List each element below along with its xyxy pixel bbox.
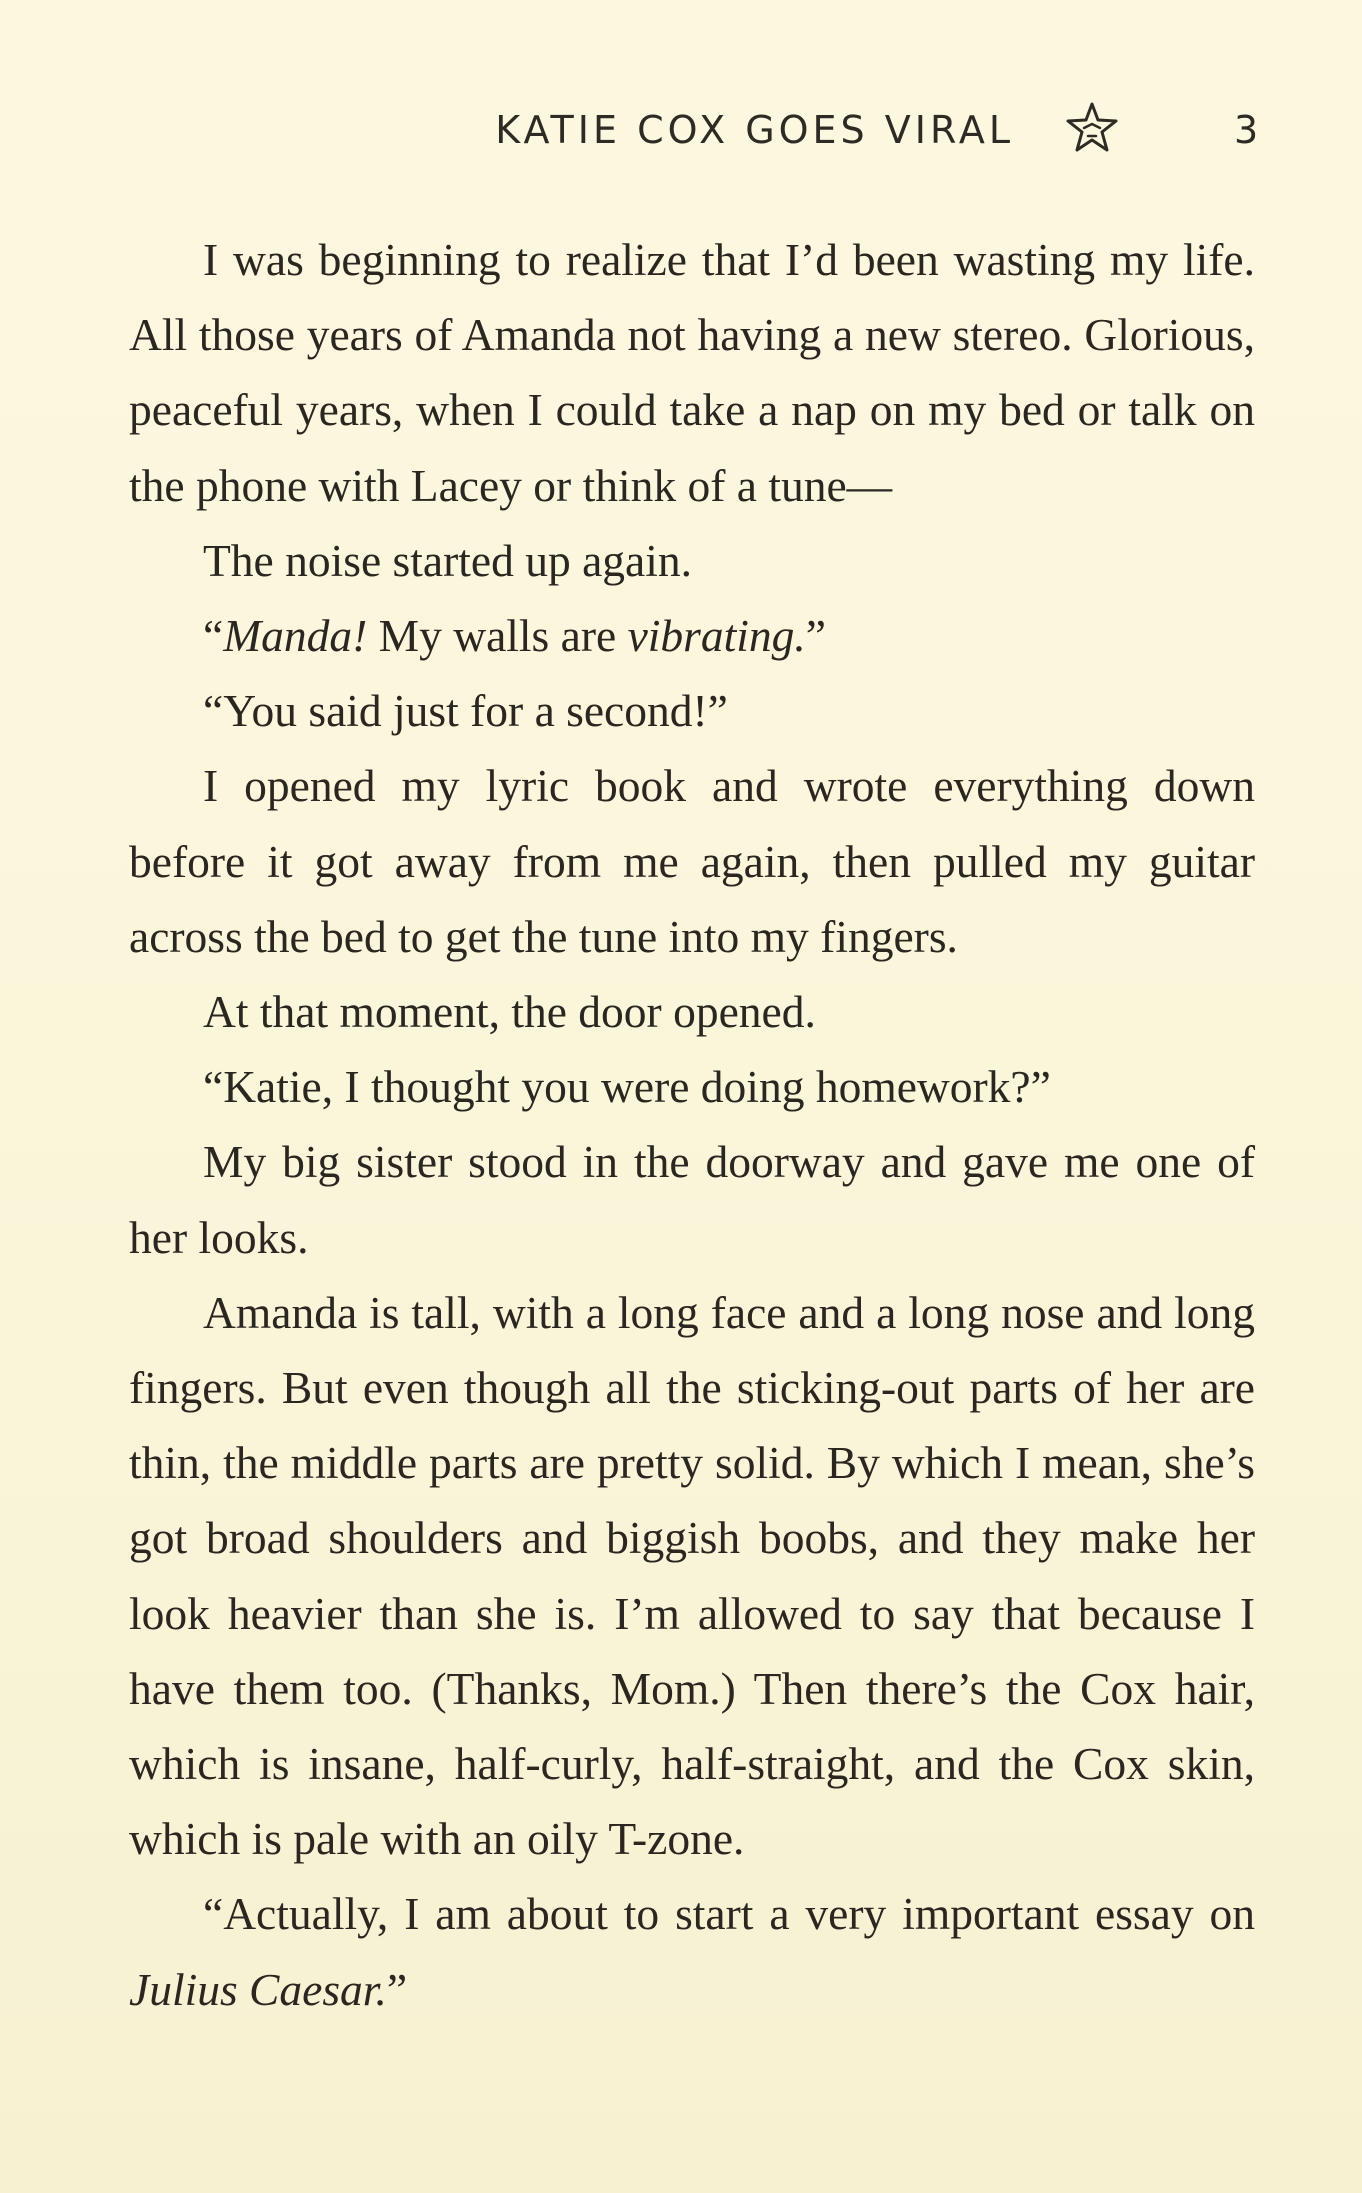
paragraph-text: The noise started up again. bbox=[203, 534, 692, 586]
italic-text: vibrating. bbox=[627, 610, 806, 662]
paragraph-text: ” bbox=[805, 610, 826, 662]
paragraph bbox=[129, 1049, 1255, 1124]
paragraph-text: At that moment, the door opened. bbox=[203, 986, 816, 1038]
paragraph-text: Amanda is tall, with a long face and a long nose and long fingers. But even though all the sticking-out parts of her are thin, the middle parts are pretty solid. By which I mean, she’s got broad shoulders and biggish boobs, and they make her look heavier than she is. I’m allowed to say that because I have them too. (Thanks, Mom.) Then there’s the Cox hair, which is insane, half-curly, half-straight, and the Cox skin, which is pale with an oily T-zone. bbox=[129, 1286, 1255, 1865]
paragraph-text: My big sister stood in the doorway and gave me one of her looks. bbox=[129, 1136, 1255, 1263]
paragraph bbox=[129, 748, 1255, 974]
paragraph bbox=[129, 1124, 1255, 1274]
body-text bbox=[129, 222, 1255, 2027]
paragraph bbox=[129, 1876, 1255, 2026]
star-icon bbox=[1062, 100, 1122, 158]
italic-text: Julius Caesar. bbox=[129, 1963, 387, 2015]
paragraph-text: “You said just for a second!” bbox=[203, 685, 728, 737]
paragraph-text: “Actually, I am about to start a very important essay on bbox=[203, 1888, 1255, 1940]
paragraph-text: I opened my lyric book and wrote everything down before it got away from me again, then pulled my guitar across the bed to get the tune into my fingers. bbox=[129, 760, 1255, 962]
paragraph-text: “ bbox=[203, 610, 224, 662]
paragraph-text: ” bbox=[386, 1963, 408, 2015]
page-header bbox=[0, 100, 1362, 160]
paragraph bbox=[129, 598, 1255, 673]
paragraph-text: I was beginning to realize that I’d been wasting my life. All those years of Amanda not having a new stereo. Glorious, peaceful years, when I could take a nap on my bed or talk on the phone with Lacey or think of a tune— bbox=[129, 234, 1255, 511]
paragraph-text: “Katie, I thought you were doing homework?” bbox=[203, 1061, 1051, 1113]
paragraph-text: My walls are bbox=[367, 610, 628, 662]
page-number: 3 bbox=[1234, 108, 1259, 152]
running-title: KATIE COX GOES VIRAL bbox=[495, 108, 1014, 152]
paragraph bbox=[129, 222, 1255, 523]
paragraph bbox=[129, 673, 1255, 748]
italic-text: Manda! bbox=[223, 610, 368, 662]
paragraph bbox=[129, 1275, 1255, 1877]
paragraph bbox=[129, 523, 1255, 598]
paragraph bbox=[129, 974, 1255, 1049]
